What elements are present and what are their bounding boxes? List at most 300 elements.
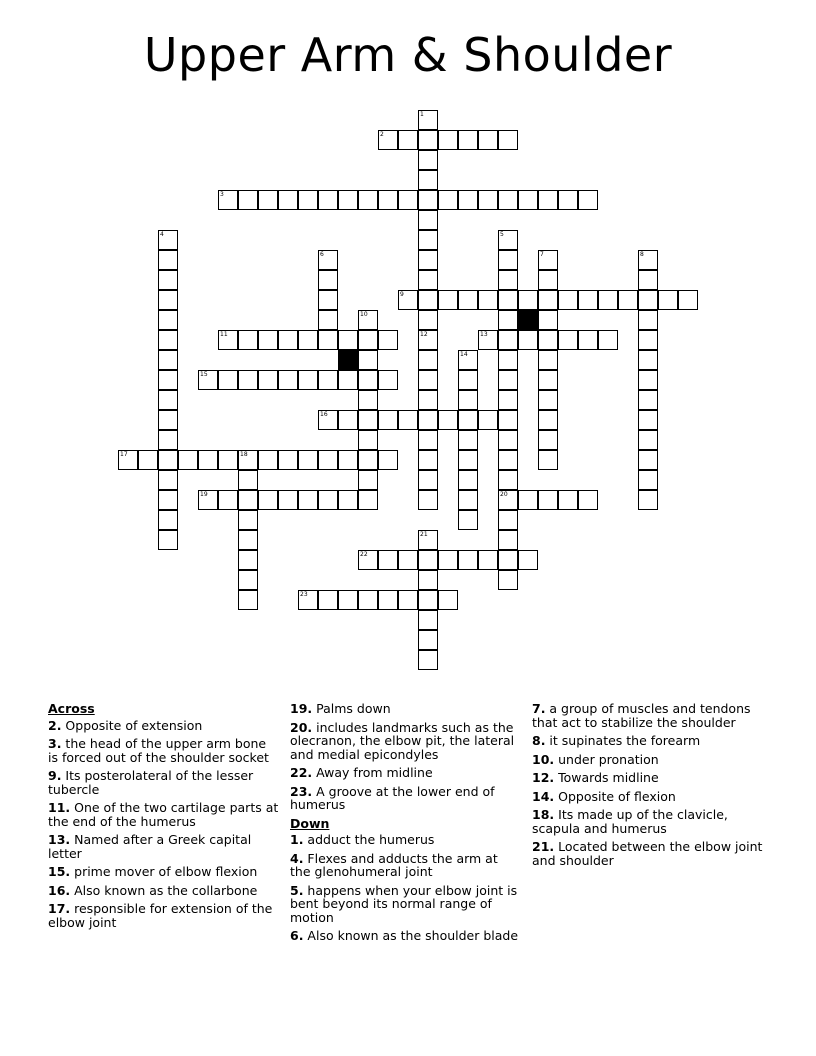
crossword-cell[interactable] xyxy=(418,570,438,590)
clue-column-2 xyxy=(290,702,522,948)
crossword-cell[interactable] xyxy=(158,270,178,290)
crossword-cell[interactable] xyxy=(298,450,318,470)
crossword-cell[interactable] xyxy=(358,550,378,570)
clue-number-label: 14. xyxy=(532,788,555,804)
crossword-cell[interactable] xyxy=(638,470,658,490)
crossword-cell[interactable] xyxy=(518,490,538,510)
clue-number: 17 xyxy=(120,451,128,458)
crossword-cell[interactable] xyxy=(238,490,258,510)
crossword-cell[interactable] xyxy=(638,250,658,270)
crossword-cell[interactable] xyxy=(498,350,518,370)
crossword-cell[interactable] xyxy=(458,550,478,570)
crossword-cell[interactable] xyxy=(238,450,258,470)
crossword-cell[interactable] xyxy=(258,490,278,510)
crossword-cell[interactable] xyxy=(418,390,438,410)
crossword-cell[interactable] xyxy=(638,290,658,310)
crossword-cell[interactable] xyxy=(238,370,258,390)
crossword-cell[interactable] xyxy=(398,550,418,570)
crossword-cell[interactable] xyxy=(638,310,658,330)
crossword-cell[interactable] xyxy=(638,350,658,370)
across-clue-list xyxy=(48,719,280,930)
crossword-cell[interactable] xyxy=(558,490,578,510)
crossword-cell[interactable] xyxy=(318,410,338,430)
clue-number-label: 19. xyxy=(290,701,313,716)
clue-text: One of the two cartilage parts at the end of the humerus xyxy=(48,800,279,829)
crossword-cell[interactable] xyxy=(418,130,438,150)
crossword-cell[interactable] xyxy=(298,590,318,610)
clue-item xyxy=(290,766,522,780)
crossword-cell[interactable] xyxy=(498,190,518,210)
clue-number: 4 xyxy=(160,231,164,238)
clue-number: 13 xyxy=(480,331,488,338)
crossword-cell[interactable] xyxy=(418,470,438,490)
crossword-cell[interactable] xyxy=(418,190,438,210)
crossword-cell[interactable] xyxy=(358,470,378,490)
crossword-cell[interactable] xyxy=(558,330,578,350)
clue-number: 22 xyxy=(360,551,368,558)
clue-item xyxy=(290,702,522,716)
crossword-cell[interactable] xyxy=(238,590,258,610)
clue-number-label: 12. xyxy=(532,770,555,785)
crossword-cell[interactable] xyxy=(498,130,518,150)
crossword-cell[interactable] xyxy=(638,430,658,450)
clue-text: Named after a Greek capital letter xyxy=(48,832,252,861)
crossword-cell[interactable] xyxy=(378,450,398,470)
crossword-cell[interactable] xyxy=(538,350,558,370)
crossword-cell[interactable] xyxy=(218,370,238,390)
crossword-cell[interactable] xyxy=(518,330,538,350)
clue-text: Located between the elbow joint and shoulder xyxy=(532,839,763,868)
crossword-cell[interactable] xyxy=(578,190,598,210)
crossword-cell[interactable] xyxy=(338,410,358,430)
clue-column-3 xyxy=(532,702,764,872)
crossword-cell[interactable] xyxy=(378,190,398,210)
page-title: Upper Arm & Shoulder xyxy=(143,28,673,82)
crossword-cell[interactable] xyxy=(378,370,398,390)
crossword-cell[interactable] xyxy=(358,350,378,370)
crossword-cell[interactable] xyxy=(458,430,478,450)
clue-item xyxy=(48,719,280,733)
crossword-cell[interactable] xyxy=(218,450,238,470)
clue-text: Also known as the collarbone xyxy=(70,882,258,898)
clue-number: 3 xyxy=(220,191,224,198)
crossword-cell[interactable] xyxy=(418,490,438,510)
crossword-cell[interactable] xyxy=(358,370,378,390)
crossword-cell[interactable] xyxy=(438,190,458,210)
clue-number: 8 xyxy=(640,251,644,258)
clue-number-label: 13. xyxy=(48,832,71,847)
crossword-cell[interactable] xyxy=(158,230,178,250)
clue-number-label: 10. xyxy=(532,751,555,767)
clue-number: 21 xyxy=(420,531,428,538)
clue-number-label: 6. xyxy=(290,928,304,943)
clue-item xyxy=(532,702,764,729)
crossword-cell[interactable] xyxy=(498,530,518,550)
clue-number-label: 18. xyxy=(532,807,555,822)
crossword-cell[interactable] xyxy=(398,130,418,150)
crossword-cell[interactable] xyxy=(358,330,378,350)
crossword-cell[interactable] xyxy=(258,190,278,210)
crossword-cell[interactable] xyxy=(238,470,258,490)
crossword-cell[interactable] xyxy=(418,330,438,350)
clue-text: responsible for extension of the elbow joint xyxy=(48,901,273,930)
crossword-cell[interactable] xyxy=(498,370,518,390)
clue-number: 2 xyxy=(380,131,384,138)
crossword-cell[interactable] xyxy=(458,490,478,510)
crossword-cell[interactable] xyxy=(138,450,158,470)
crossword-cell[interactable] xyxy=(358,390,378,410)
clue-number-label: 7. xyxy=(532,701,546,716)
crossword-cell[interactable] xyxy=(358,430,378,450)
clue-number: 7 xyxy=(540,251,544,258)
crossword-cell[interactable] xyxy=(418,410,438,430)
crossword-cell[interactable] xyxy=(338,490,358,510)
crossword-cell[interactable] xyxy=(318,290,338,310)
crossword-cell[interactable] xyxy=(158,430,178,450)
clue-item xyxy=(532,734,764,748)
crossword-cell[interactable] xyxy=(498,290,518,310)
clue-text: Its made up of the clavicle, scapula and humerus xyxy=(532,807,728,836)
clue-text: Towards midline xyxy=(554,770,659,785)
clue-number: 15 xyxy=(200,371,208,378)
crossword-cell[interactable] xyxy=(158,310,178,330)
crossword-cell[interactable] xyxy=(418,630,438,650)
clue-text: A groove at the lower end of humerus xyxy=(290,783,495,812)
crossword-cell[interactable] xyxy=(678,290,698,310)
crossword-cell[interactable] xyxy=(578,330,598,350)
clue-number-label: 4. xyxy=(290,850,304,866)
crossword-cell[interactable] xyxy=(158,410,178,430)
crossword-cell[interactable] xyxy=(398,190,418,210)
crossword-cell[interactable] xyxy=(158,510,178,530)
clue-item xyxy=(290,785,522,812)
crossword-cell[interactable] xyxy=(298,370,318,390)
clue-number-label: 23. xyxy=(290,783,313,799)
crossword-cell[interactable] xyxy=(378,410,398,430)
crossword-cell[interactable] xyxy=(358,190,378,210)
crossword-cell[interactable] xyxy=(318,270,338,290)
clue-text: it supinates the forearm xyxy=(545,733,701,748)
clue-item xyxy=(532,771,764,785)
crossword-cell[interactable] xyxy=(318,250,338,270)
crossword-cell[interactable] xyxy=(338,370,358,390)
clue-number-label: 21. xyxy=(532,839,555,854)
clue-number-label: 9. xyxy=(48,768,62,783)
crossword-cell[interactable] xyxy=(498,430,518,450)
crossword-cell[interactable] xyxy=(638,330,658,350)
crossword-cell[interactable] xyxy=(398,590,418,610)
clue-text: Palms down xyxy=(312,701,391,716)
crossword-cell[interactable] xyxy=(338,450,358,470)
crossword-cell[interactable] xyxy=(198,370,218,390)
crossword-cell[interactable] xyxy=(158,450,178,470)
clue-item xyxy=(290,852,522,879)
crossword-cell[interactable] xyxy=(298,190,318,210)
crossword-cell[interactable] xyxy=(638,270,658,290)
crossword-cell[interactable] xyxy=(418,590,438,610)
crossword-cell[interactable] xyxy=(418,170,438,190)
clue-item xyxy=(290,884,522,925)
clue-text: Away from midline xyxy=(312,765,433,780)
crossword-cell[interactable] xyxy=(558,190,578,210)
crossword-cell[interactable] xyxy=(538,330,558,350)
crossword-cell[interactable] xyxy=(318,370,338,390)
clue-text: happens when your elbow joint is bent beyond its normal range of motion xyxy=(290,882,518,925)
clue-item xyxy=(532,808,764,835)
crossword-cell[interactable] xyxy=(298,330,318,350)
clue-number: 1 xyxy=(420,111,424,118)
crossword-cell[interactable] xyxy=(418,610,438,630)
crossword-cell[interactable] xyxy=(418,350,438,370)
crossword-cell[interactable] xyxy=(158,470,178,490)
crossword-cell[interactable] xyxy=(318,590,338,610)
crossword-cell[interactable] xyxy=(478,290,498,310)
crossword-cell[interactable] xyxy=(278,490,298,510)
crossword-cell[interactable] xyxy=(538,310,558,330)
clue-text: includes landmarks such as the olecranon, the elbow pit, the lateral and medial epicondyles xyxy=(290,719,515,762)
crossword-cell[interactable] xyxy=(438,290,458,310)
clue-text: Opposite of flexion xyxy=(554,788,676,804)
crossword-cell[interactable] xyxy=(538,250,558,270)
crossword-cell[interactable] xyxy=(118,450,138,470)
crossword-cell[interactable] xyxy=(338,330,358,350)
crossword-cell[interactable] xyxy=(438,550,458,570)
crossword-cell[interactable] xyxy=(378,550,398,570)
crossword-cell[interactable] xyxy=(638,390,658,410)
clue-number: 23 xyxy=(300,591,308,598)
crossword-cell[interactable] xyxy=(238,190,258,210)
crossword-cell[interactable] xyxy=(478,190,498,210)
crossword-cell[interactable] xyxy=(398,290,418,310)
crossword-cell[interactable] xyxy=(578,490,598,510)
crossword-cell[interactable] xyxy=(218,330,238,350)
crossword-cell[interactable] xyxy=(218,190,238,210)
crossword-cell[interactable] xyxy=(478,410,498,430)
clue-number: 6 xyxy=(320,251,324,258)
crossword-cell[interactable] xyxy=(318,330,338,350)
clue-number: 20 xyxy=(500,491,508,498)
crossword-cell[interactable] xyxy=(438,410,458,430)
crossword-cell[interactable] xyxy=(518,190,538,210)
crossword-cell[interactable] xyxy=(458,510,478,530)
crossword-cell[interactable] xyxy=(518,550,538,570)
crossword-cell[interactable] xyxy=(638,410,658,430)
crossword-cell[interactable] xyxy=(498,470,518,490)
crossword-cell[interactable] xyxy=(158,390,178,410)
clue-text: Flexes and adducts the arm at the glenohumeral joint xyxy=(290,850,498,879)
crossword-cell[interactable] xyxy=(558,290,578,310)
crossword-cell[interactable] xyxy=(238,330,258,350)
crossword-cell[interactable] xyxy=(498,550,518,570)
clue-number-label: 3. xyxy=(48,736,62,751)
down-clue-list-continued xyxy=(532,702,764,867)
clue-column-1 xyxy=(48,702,280,934)
crossword-cell[interactable] xyxy=(418,210,438,230)
crossword-cell[interactable] xyxy=(538,410,558,430)
crossword-cell[interactable] xyxy=(498,570,518,590)
crossword-cell[interactable] xyxy=(498,390,518,410)
clue-item xyxy=(290,721,522,762)
crossword-cell[interactable] xyxy=(578,290,598,310)
clue-number-label: 1. xyxy=(290,832,304,847)
crossword-cell[interactable] xyxy=(318,490,338,510)
clue-text: a group of muscles and tendons that act to stabilize the shoulder xyxy=(532,701,751,730)
crossword-cell[interactable] xyxy=(478,330,498,350)
crossword-cell[interactable] xyxy=(498,410,518,430)
crossword-cell[interactable] xyxy=(458,450,478,470)
crossword-cell[interactable] xyxy=(418,230,438,250)
clue-item xyxy=(290,929,522,943)
crossword-cell[interactable] xyxy=(318,310,338,330)
crossword-cell[interactable] xyxy=(158,290,178,310)
clue-number-label: 11. xyxy=(48,800,71,815)
crossword-cell[interactable] xyxy=(158,370,178,390)
crossword-cell[interactable] xyxy=(538,370,558,390)
clue-item xyxy=(290,833,522,847)
clue-number-label: 5. xyxy=(290,882,304,898)
clue-number-label: 22. xyxy=(290,765,313,780)
crossword-cell[interactable] xyxy=(618,290,638,310)
crossword-cell[interactable] xyxy=(418,110,438,130)
crossword-cell[interactable] xyxy=(458,470,478,490)
crossword-cell[interactable] xyxy=(538,270,558,290)
clue-text: under pronation xyxy=(554,751,659,767)
crossword-cell[interactable] xyxy=(638,370,658,390)
across-clue-list-continued xyxy=(290,702,522,812)
clue-number-label: 17. xyxy=(48,901,71,916)
clue-number-label: 15. xyxy=(48,864,71,879)
crossword-cell[interactable] xyxy=(198,490,218,510)
crossword-cell[interactable] xyxy=(458,190,478,210)
clue-text: the head of the upper arm bone is forced out of the shoulder socket xyxy=(48,736,269,765)
crossword-cell[interactable] xyxy=(498,450,518,470)
crossword-cell[interactable] xyxy=(418,150,438,170)
crossword-cell[interactable] xyxy=(538,390,558,410)
crossword-cell[interactable] xyxy=(458,410,478,430)
crossword-cell[interactable] xyxy=(418,250,438,270)
crossword-cell[interactable] xyxy=(158,530,178,550)
crossword-cell[interactable] xyxy=(458,370,478,390)
crossword-cell[interactable] xyxy=(658,290,678,310)
crossword-cell[interactable] xyxy=(458,290,478,310)
crossword-cell[interactable] xyxy=(398,410,418,430)
clue-item xyxy=(532,840,764,867)
clue-number: 14 xyxy=(460,351,468,358)
crossword-cell[interactable] xyxy=(278,330,298,350)
crossword-cell[interactable] xyxy=(478,130,498,150)
crossword-cell[interactable] xyxy=(238,550,258,570)
crossword-cell[interactable] xyxy=(358,590,378,610)
crossword-cell[interactable] xyxy=(238,530,258,550)
crossword-cell[interactable] xyxy=(198,450,218,470)
crossword-cell[interactable] xyxy=(358,410,378,430)
crossword-cell[interactable] xyxy=(418,530,438,550)
crossword-cell[interactable] xyxy=(238,510,258,530)
crossword-cell[interactable] xyxy=(478,550,498,570)
clue-number-label: 2. xyxy=(48,717,62,733)
crossword-cell[interactable] xyxy=(458,130,478,150)
crossword-cell[interactable] xyxy=(378,590,398,610)
crossword-cell[interactable] xyxy=(438,130,458,150)
crossword-cell[interactable] xyxy=(418,370,438,390)
crossword-cell[interactable] xyxy=(218,490,238,510)
clue-item xyxy=(532,790,764,804)
crossword-cell[interactable] xyxy=(538,290,558,310)
crossword-cell[interactable] xyxy=(378,330,398,350)
crossword-cell[interactable] xyxy=(358,450,378,470)
crossword-cell[interactable] xyxy=(458,350,478,370)
crossword-cell[interactable] xyxy=(158,350,178,370)
crossword-cell[interactable] xyxy=(178,450,198,470)
clue-item xyxy=(48,769,280,796)
crossword-cell[interactable] xyxy=(638,490,658,510)
crossword-cell[interactable] xyxy=(538,450,558,470)
crossword-cell[interactable] xyxy=(458,390,478,410)
crossword-cell[interactable] xyxy=(418,310,438,330)
crossword-cell[interactable] xyxy=(538,190,558,210)
crossword-cell[interactable] xyxy=(498,230,518,250)
crossword-cell[interactable] xyxy=(518,290,538,310)
crossword-cell[interactable] xyxy=(158,250,178,270)
crossword-cell[interactable] xyxy=(498,330,518,350)
crossword-cell[interactable] xyxy=(278,450,298,470)
crossword-cell[interactable] xyxy=(418,550,438,570)
crossword-cell[interactable] xyxy=(418,270,438,290)
crossword-cell[interactable] xyxy=(298,490,318,510)
clue-item xyxy=(48,902,280,929)
crossword-cell[interactable] xyxy=(498,510,518,530)
crossword-cell[interactable] xyxy=(358,490,378,510)
crossword-cell[interactable] xyxy=(638,450,658,470)
crossword-cell[interactable] xyxy=(258,370,278,390)
crossword-cell[interactable] xyxy=(598,290,618,310)
crossword-cell[interactable] xyxy=(238,570,258,590)
crossword-cell[interactable] xyxy=(318,450,338,470)
crossword-cell[interactable] xyxy=(418,290,438,310)
crossword-cell[interactable] xyxy=(498,270,518,290)
crossword-cell[interactable] xyxy=(318,190,338,210)
crossword-cell[interactable] xyxy=(418,450,438,470)
crossword-cell[interactable] xyxy=(538,490,558,510)
crossword-cell[interactable] xyxy=(358,310,378,330)
down-clue-list xyxy=(290,833,522,943)
crossword-cell[interactable] xyxy=(498,250,518,270)
crossword-cell[interactable] xyxy=(258,450,278,470)
crossword-cell[interactable] xyxy=(378,130,398,150)
across-heading: Across xyxy=(48,701,95,716)
clue-text: Opposite of extension xyxy=(61,717,203,733)
clue-text: Also known as the shoulder blade xyxy=(303,928,519,943)
crossword-cell[interactable] xyxy=(598,330,618,350)
clue-number: 5 xyxy=(500,231,504,238)
clue-item xyxy=(532,753,764,767)
crossword-cell[interactable] xyxy=(278,370,298,390)
clue-number: 9 xyxy=(400,291,404,298)
crossword-cell[interactable] xyxy=(498,310,518,330)
crossword-cell[interactable] xyxy=(158,490,178,510)
crossword-cell[interactable] xyxy=(498,490,518,510)
crossword-cell[interactable] xyxy=(418,650,438,670)
crossword-cell[interactable] xyxy=(338,190,358,210)
crossword-cell[interactable] xyxy=(278,190,298,210)
crossword-cell[interactable] xyxy=(158,330,178,350)
crossword-cell[interactable] xyxy=(338,590,358,610)
crossword-cell[interactable] xyxy=(258,330,278,350)
crossword-cell[interactable] xyxy=(438,590,458,610)
crossword-cell[interactable] xyxy=(418,430,438,450)
clue-number-label: 8. xyxy=(532,733,546,748)
crossword-cell[interactable] xyxy=(538,430,558,450)
